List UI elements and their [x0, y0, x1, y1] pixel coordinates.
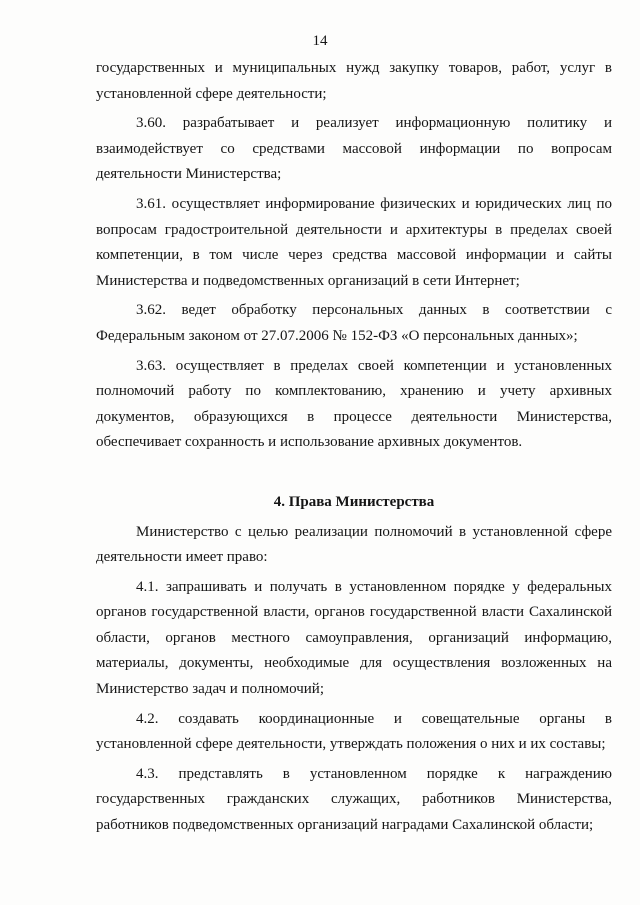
paragraph-3-60: 3.60. разрабатывает и реализует информационную политику и взаимодействует со средствами массовой информации по вопросам деятельности Министерства; [96, 115, 612, 183]
paragraph-4-1: 4.1. запрашивать и получать в установленном порядке у федеральных органов государственной власти, органов государственной власти Сахалинской области, органов местного самоуправления, организаций информацию, материалы, документы, необходимые для осуществления возложенных на Министерство задач и полномочий; [96, 578, 612, 698]
paragraph-3-63: 3.63. осуществляет в пределах своей компетенции и установленных полномочий работу по комплектованию, хранению и учету архивных документов, образующихся в процессе деятельности Министерства, обеспечивает сохранность и использование архивных документов. [96, 357, 612, 451]
paragraph-3-61: 3.61. осуществляет информирование физических и юридических лиц по вопросам градостроительной деятельности и архитектуры в пределах своей компетенции, в том числе через средства массовой информации и сайты Министерства и подведомственных организаций в сети Интернет; [96, 195, 612, 289]
paragraph-rights-intro: Министерство с целью реализации полномочий в установленной сфере деятельности имеет право: [96, 523, 612, 566]
section-heading: 4. Права Министерства [273, 493, 435, 510]
paragraph-4-3: 4.3. представлять в установленном порядке к награждению государственных гражданских служащих, работников Министерства, работников подведомственных организаций наградами Сахалинской области; [96, 765, 612, 834]
paragraph-continuation: государственных и муниципальных нужд закупку товаров, работ, услуг в установленной сфере деятельности; [96, 60, 612, 102]
document-body [96, 56, 612, 839]
page-number: 14 [312, 33, 328, 49]
paragraph-3-62: 3.62. ведет обработку персональных данных в соответствии с Федеральным законом от 27.07.2006 № 152-ФЗ «О персональных данных»; [96, 302, 612, 344]
paragraph-4-2: 4.2. создавать координационные и совещательные органы в установленной сфере деятельности, утверждать положения о них и их составы; [96, 710, 612, 753]
